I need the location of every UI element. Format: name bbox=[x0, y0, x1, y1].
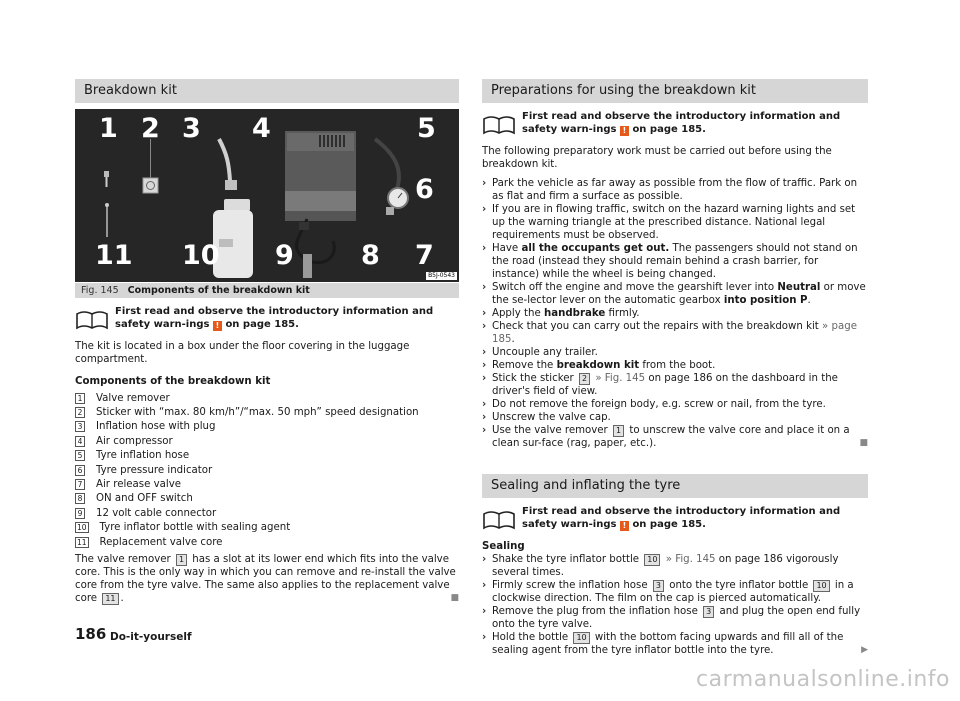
list-item: › Uncouple any trailer. bbox=[482, 347, 598, 358]
list-item: › Remove the breakdown kit from the boot. bbox=[482, 360, 716, 371]
bullet-arrow-icon: › bbox=[482, 204, 487, 215]
bullet-arrow-icon: › bbox=[482, 360, 487, 371]
ref-number: 10 bbox=[644, 554, 660, 566]
bullet-arrow-icon: › bbox=[482, 580, 487, 591]
item-number: 10 bbox=[77, 523, 87, 533]
right-column bbox=[482, 79, 868, 657]
item-label: Tyre inflation hose bbox=[96, 450, 190, 462]
list-item: › Check that you can carry out the repairs with the breakdown kit » page 185. bbox=[482, 321, 857, 345]
list-item: › Remove the plug from the inflation hose 3 and plug the open end fully onto the tyre valve. bbox=[482, 606, 861, 630]
figure-label-9: 9 bbox=[275, 240, 294, 271]
list-item: › Park the vehicle as far away as possible from the flow of traffic. Park on as flat and firm a surface as possible. bbox=[482, 178, 858, 202]
section-end-icon: ■ bbox=[859, 438, 868, 448]
continued-arrow-icon: ▶ bbox=[861, 645, 868, 655]
warning-page-ref[interactable]: on page 185. bbox=[632, 123, 706, 135]
figure-label-4: 4 bbox=[252, 113, 271, 144]
item-number: 9 bbox=[75, 508, 85, 519]
components-heading: Components of the breakdown kit bbox=[75, 376, 271, 387]
bullet-arrow-icon: › bbox=[482, 412, 487, 423]
bullet-arrow-icon: › bbox=[482, 347, 487, 358]
list-item: › Switch off the engine and move the gearshift lever into Neutral or move the se-lector lever on the automatic gearbox into position P. bbox=[482, 282, 866, 306]
warning-exclamation-icon: ! bbox=[620, 521, 629, 531]
item-number: 1 bbox=[75, 393, 85, 404]
figure-label-11: 11 bbox=[95, 240, 133, 271]
figure-label-10: 10 bbox=[182, 240, 220, 271]
list-item: › Stick the sticker 2 » Fig. 145 on page 186 on the dashboard in the driver's field of view. bbox=[482, 373, 838, 397]
bullet-arrow-icon: › bbox=[482, 243, 487, 254]
valve-remover-text: The valve remover 1 has a slot at its lower end which fits into the valve core. This is the only way in which you can remove and re-install the valve core from the tyre valve. The same also applies to the replacement valve core 11 . ■ bbox=[75, 554, 459, 605]
open-book-icon bbox=[75, 308, 109, 330]
figure-link[interactable]: » Fig. 145 bbox=[595, 373, 646, 384]
section-title-breakdown-kit: Breakdown kit bbox=[75, 79, 459, 103]
item-number: 8 bbox=[75, 493, 85, 504]
item-label: Tyre pressure indicator bbox=[96, 464, 213, 476]
warning-note bbox=[482, 111, 868, 136]
bullet-arrow-icon: › bbox=[482, 321, 487, 332]
bullet-arrow-icon: › bbox=[482, 425, 487, 436]
item-number: 5 bbox=[75, 450, 85, 461]
preparations-list bbox=[482, 177, 868, 450]
open-book-icon bbox=[482, 113, 516, 135]
item-number: 3 bbox=[75, 421, 85, 432]
figure-code: B5J-0543 bbox=[428, 272, 455, 279]
item-number: 7 bbox=[75, 479, 85, 490]
list-item: › Shake the tyre inflator bottle 10 » Fig. 145 on page 186 vigorously several times. bbox=[482, 554, 839, 578]
list-item: › If you are in flowing traffic, switch on the hazard warning lights and set up the warning triangle at the prescribed distance. National legal requirements must be observed. bbox=[482, 204, 856, 241]
page-number: 186 bbox=[75, 625, 107, 643]
list-item bbox=[75, 434, 459, 448]
list-item bbox=[75, 463, 459, 477]
list-item: › Have all the occupants get out. The passengers should not stand on the road (instead they should remain behind a crash barrier, for instance) while the wheel is being changed. bbox=[482, 243, 858, 280]
preparations-intro: The following preparatory work must be carried out before using the breakdown kit. bbox=[482, 146, 832, 170]
warning-page-ref[interactable]: on page 185. bbox=[632, 518, 706, 530]
bullet-arrow-icon: › bbox=[482, 178, 487, 189]
figure-label-6: 6 bbox=[415, 174, 434, 205]
bullet-arrow-icon: › bbox=[482, 606, 487, 617]
list-item bbox=[75, 391, 459, 405]
item-number: 11 bbox=[77, 537, 87, 547]
item-label: ON and OFF switch bbox=[96, 493, 193, 505]
item-label: Valve remover bbox=[96, 392, 170, 404]
item-label: Inflation hose with plug bbox=[96, 421, 216, 433]
section-end-icon: ■ bbox=[450, 593, 459, 604]
figure-label-7: 7 bbox=[415, 240, 434, 271]
sealing-list bbox=[482, 553, 868, 657]
list-item bbox=[75, 405, 459, 419]
ref-number: 3 bbox=[703, 606, 714, 618]
item-label: 12 volt cable connector bbox=[96, 507, 217, 519]
ref-number: 3 bbox=[653, 580, 664, 592]
kit-location-text: The kit is located in a box under the floor covering in the luggage compartment. bbox=[75, 341, 410, 365]
ref-number: 2 bbox=[579, 373, 590, 385]
watermark: carmanualsonline.info bbox=[696, 667, 950, 692]
item-label: Replacement valve core bbox=[99, 536, 223, 548]
item-label: Sticker with “max. 80 km/h”/“max. 50 mph” speed designation bbox=[96, 407, 419, 419]
ref-number: 1 bbox=[176, 554, 187, 566]
figure-label-3: 3 bbox=[182, 113, 201, 144]
bullet-arrow-icon: › bbox=[482, 308, 487, 319]
item-label: Tyre inflator bottle with sealing agent bbox=[99, 522, 291, 534]
figure-caption bbox=[75, 283, 459, 298]
warning-exclamation-icon: ! bbox=[213, 321, 222, 331]
warning-page-ref[interactable]: on page 185. bbox=[225, 318, 299, 330]
ref-number: 10 bbox=[573, 632, 589, 644]
warning-text: First read and observe the introductory information and safety warn-ings bbox=[522, 506, 841, 530]
bullet-arrow-icon: › bbox=[482, 632, 487, 643]
figure-label-1: 1 bbox=[99, 113, 118, 144]
list-item: › Do not remove the foreign body, e.g. screw or nail, from the tyre. bbox=[482, 399, 826, 410]
bullet-arrow-icon: › bbox=[482, 282, 487, 293]
bullet-arrow-icon: › bbox=[482, 399, 487, 410]
list-item bbox=[75, 521, 459, 535]
figure-label-5: 5 bbox=[417, 113, 436, 144]
figure-link[interactable]: » Fig. 145 bbox=[665, 554, 716, 565]
item-number: 4 bbox=[75, 436, 85, 447]
figure-label-2: 2 bbox=[141, 113, 160, 144]
item-number: 2 bbox=[75, 407, 85, 418]
list-item bbox=[75, 506, 459, 520]
chapter-label: Do-it-yourself bbox=[110, 631, 192, 643]
page-link[interactable]: » page 185 bbox=[492, 321, 857, 345]
bullet-arrow-icon: › bbox=[482, 554, 487, 565]
figure-number: Fig. 145 bbox=[81, 285, 119, 296]
left-column bbox=[75, 79, 459, 605]
ref-number: 11 bbox=[102, 593, 118, 605]
item-label: Air compressor bbox=[96, 435, 173, 447]
list-item bbox=[75, 535, 459, 549]
ref-number: 1 bbox=[613, 425, 624, 437]
open-book-icon bbox=[482, 508, 516, 530]
warning-text: First read and observe the introductory information and safety warn-ings bbox=[522, 111, 841, 135]
figure-label-8: 8 bbox=[361, 240, 380, 271]
bullet-arrow-icon: › bbox=[482, 373, 487, 384]
components-list bbox=[75, 391, 459, 549]
list-item: › Firmly screw the inflation hose 3 onto the tyre inflator bottle 10 in a clockwise direction. The film on the cap is pierced automatically. bbox=[482, 580, 854, 604]
warning-text: First read and observe the introductory information and safety warn-ings bbox=[115, 306, 434, 330]
warning-exclamation-icon: ! bbox=[620, 126, 629, 136]
list-item bbox=[75, 477, 459, 491]
section-title-preparations: Preparations for using the breakdown kit bbox=[482, 79, 868, 103]
sealing-heading: Sealing bbox=[482, 541, 525, 552]
list-item bbox=[75, 420, 459, 434]
figure-breakdown-kit bbox=[75, 109, 459, 282]
section-title-sealing: Sealing and inflating the tyre bbox=[482, 474, 868, 498]
list-item bbox=[75, 449, 459, 463]
item-number: 6 bbox=[75, 465, 85, 476]
warning-note bbox=[482, 506, 868, 531]
list-item bbox=[75, 492, 459, 506]
ref-number: 10 bbox=[813, 580, 829, 592]
figure-title: Components of the breakdown kit bbox=[127, 285, 310, 296]
list-item: › Unscrew the valve cap. bbox=[482, 412, 611, 423]
list-item: › Apply the handbrake firmly. bbox=[482, 308, 640, 319]
item-label: Air release valve bbox=[96, 479, 182, 491]
warning-note bbox=[75, 306, 459, 331]
list-item: › Use the valve remover 1 to unscrew the valve core and place it on a clean sur-face (rag, paper, etc.). ■ bbox=[482, 425, 868, 449]
list-item: › Hold the bottle 10 with the bottom facing upwards and fill all of the sealing agent from the tyre inflator bottle into the tyre. ▶ bbox=[482, 632, 868, 656]
